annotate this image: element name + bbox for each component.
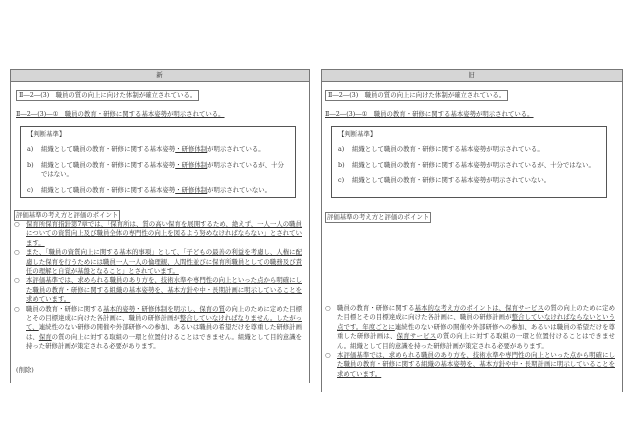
bullet-text [26, 220, 302, 248]
bullet-item [325, 304, 615, 351]
item-label: a) [27, 145, 34, 153]
text-segment: が明示されているが、十分ではない。 [41, 160, 284, 178]
underlined-text: 保育所保育指針第7章では、「保育所は、質の高い保育を展開するため、絶えず、一人一人の職員についての資質向上及び職員全体の専門性の向上を図るよう努めなければならない」とされています。 [26, 220, 302, 247]
eval-heading: 評価基準の考え方と評価のポイント [327, 213, 430, 221]
text-segment: 組織として職員の教育・研修に関する基本姿勢 [41, 160, 176, 169]
header-new: 新 [10, 69, 309, 82]
item-text [352, 161, 595, 171]
divider [622, 69, 623, 392]
judgement-item [27, 145, 289, 155]
text-segment: が明示されている。 [207, 145, 265, 153]
bullet-text [337, 351, 615, 379]
item-text [352, 176, 550, 186]
text-segment: の質の向上のために定めた目標とその目標達成に向けた各計画に、職員の研修計画が [337, 304, 616, 322]
text-segment: 連続性のない研修の開催や外部研修への参加、あるいは職員の希望だけを尊重した研修計画は、 [337, 322, 615, 341]
eval-heading: 評価基準の考え方と評価のポイント [16, 211, 119, 219]
judgement-item [27, 186, 289, 196]
underlined-text: 保育 [38, 332, 52, 341]
text-segment: 組織として職員の教育・研修に関する基本姿勢が明示されていない。 [352, 176, 551, 184]
judgement-title: 【判断基準】 [338, 130, 377, 138]
circle-bullet-icon: ○ [14, 304, 20, 313]
item-text [41, 186, 271, 196]
judgement-criteria-box [20, 126, 296, 198]
divider [309, 69, 310, 383]
bullet-text [337, 304, 615, 351]
circle-bullet-icon: ○ [14, 248, 20, 257]
text-segment: が明示されていない。 [207, 185, 272, 194]
item-text [41, 145, 265, 155]
section-subtitle: Ⅱ―2―(3)―① 職員の教育・研修に関する基本姿勢が明示されている。 [325, 110, 534, 118]
underlined-text: ・研修体制 [175, 145, 208, 153]
bullet-item [14, 276, 302, 304]
text-segment: 組織として職員の教育・研修に関する基本姿勢 [41, 145, 176, 153]
text-segment: 職員の教育・研修に関する [337, 304, 415, 312]
item-label: c) [27, 185, 34, 194]
text-segment: の質の向上に対する取組の一環と位置付けることはできません。組織として目的意識を持った研修計画が策定される必要があります。 [26, 332, 303, 351]
item-text [41, 161, 289, 180]
underlined-text: ・研修体制 [175, 185, 208, 194]
underlined-text: 本評価基準では、求められる職員のあり方を、技術水準や専門性の向上といった点から明確にした職員の教育・研修に関する組織の基本姿勢を、基本方針や中・長期計画に明示していることを求めています。 [337, 351, 615, 378]
text-segment: 組織として職員の教育・研修に関する基本姿勢が明示されている。 [352, 145, 544, 153]
bullet-item [14, 220, 302, 248]
underlined-text: ・研修体制 [175, 160, 208, 169]
text-segment: 連続性のない研修の開催や外部研修への参加、あるいは職員の希望だけを尊重した研修計画は、 [26, 323, 302, 341]
judgement-title: 【判断基準】 [27, 130, 66, 138]
text-segment: の質の向上に対する取組の一環と位置付けることはできません。組織として目的意識を持った研修計画が策定される必要があります。 [337, 332, 616, 350]
bullet-text [26, 248, 302, 276]
text-segment: の向上のために定めた目標とその目標達成に向けた各計画に、職員の研修計画が [26, 304, 303, 323]
judgement-item [27, 161, 289, 180]
underlined-text: また、「職員の資質向上に関する基本的事項」として、「子どもの最善の利益を考慮し、人権に配慮した保育を行うためには職員一人一人の倫理観、人間性並びに保育所職員としての職務及び責任の理解と自覚が基盤となること」とされています。 [26, 248, 302, 276]
underlined-text: 整合していなければならないという点です。年度ごとに [337, 313, 616, 331]
bullet-item [325, 351, 615, 379]
underlined-text: 本評価基準では、求められる職員のあり方を、技術水準や専門性の向上といった点から明確にした職員の教育・研修に関する組織の基本姿勢を、基本方針や中・長期計画に明示していることを求めています。 [26, 276, 302, 304]
judgement-item [338, 145, 600, 155]
judgement-item [338, 161, 600, 171]
circle-bullet-icon: ○ [14, 220, 20, 228]
judgement-item [338, 176, 600, 186]
item-text [352, 145, 544, 155]
judgement-criteria-box [331, 126, 607, 198]
text-segment: 職員の教育・研修に関する [26, 304, 104, 313]
underlined-text: 基本的な考え方のポイントは、保育サービス [414, 304, 544, 312]
header-old: 旧 [321, 69, 622, 82]
text-segment: 組織として職員の教育・研修に関する基本姿勢 [41, 185, 176, 194]
bullet-item [14, 305, 302, 352]
circle-bullet-icon: ○ [325, 304, 331, 312]
circle-bullet-icon: ○ [325, 351, 331, 360]
underlined-text: 保育サービス [396, 332, 437, 341]
bullet-text [26, 276, 302, 304]
bullet-item [14, 248, 302, 276]
bullet-text [26, 305, 302, 352]
deleted-note: (削除) [16, 366, 34, 374]
section-title: Ⅱ―2―(3) 職員の質の向上に向けた体制が確立されている。 [325, 90, 508, 101]
item-label: b) [27, 160, 34, 169]
underlined-text: 基本的姿勢・研修体制を明示し、保育の質 [103, 304, 225, 313]
item-label: b) [338, 160, 345, 169]
item-label: c) [338, 176, 345, 184]
divider [10, 69, 11, 383]
circle-bullet-icon: ○ [14, 276, 20, 285]
section-subtitle: Ⅱ―2―(3)―① 職員の教育・研修に関する基本姿勢が明示されている。 [16, 110, 225, 118]
section-title: Ⅱ―2―(3) 職員の質の向上に向けた体制が確立されている。 [16, 90, 199, 101]
text-segment: 組織として職員の教育・研修に関する基本姿勢が明示されているが、十分ではない。 [352, 160, 595, 169]
comparison-table [10, 69, 622, 399]
underlined-text: 整合していなければなりません。したがって、 [26, 314, 302, 332]
item-label: a) [338, 145, 345, 153]
divider [321, 69, 322, 392]
